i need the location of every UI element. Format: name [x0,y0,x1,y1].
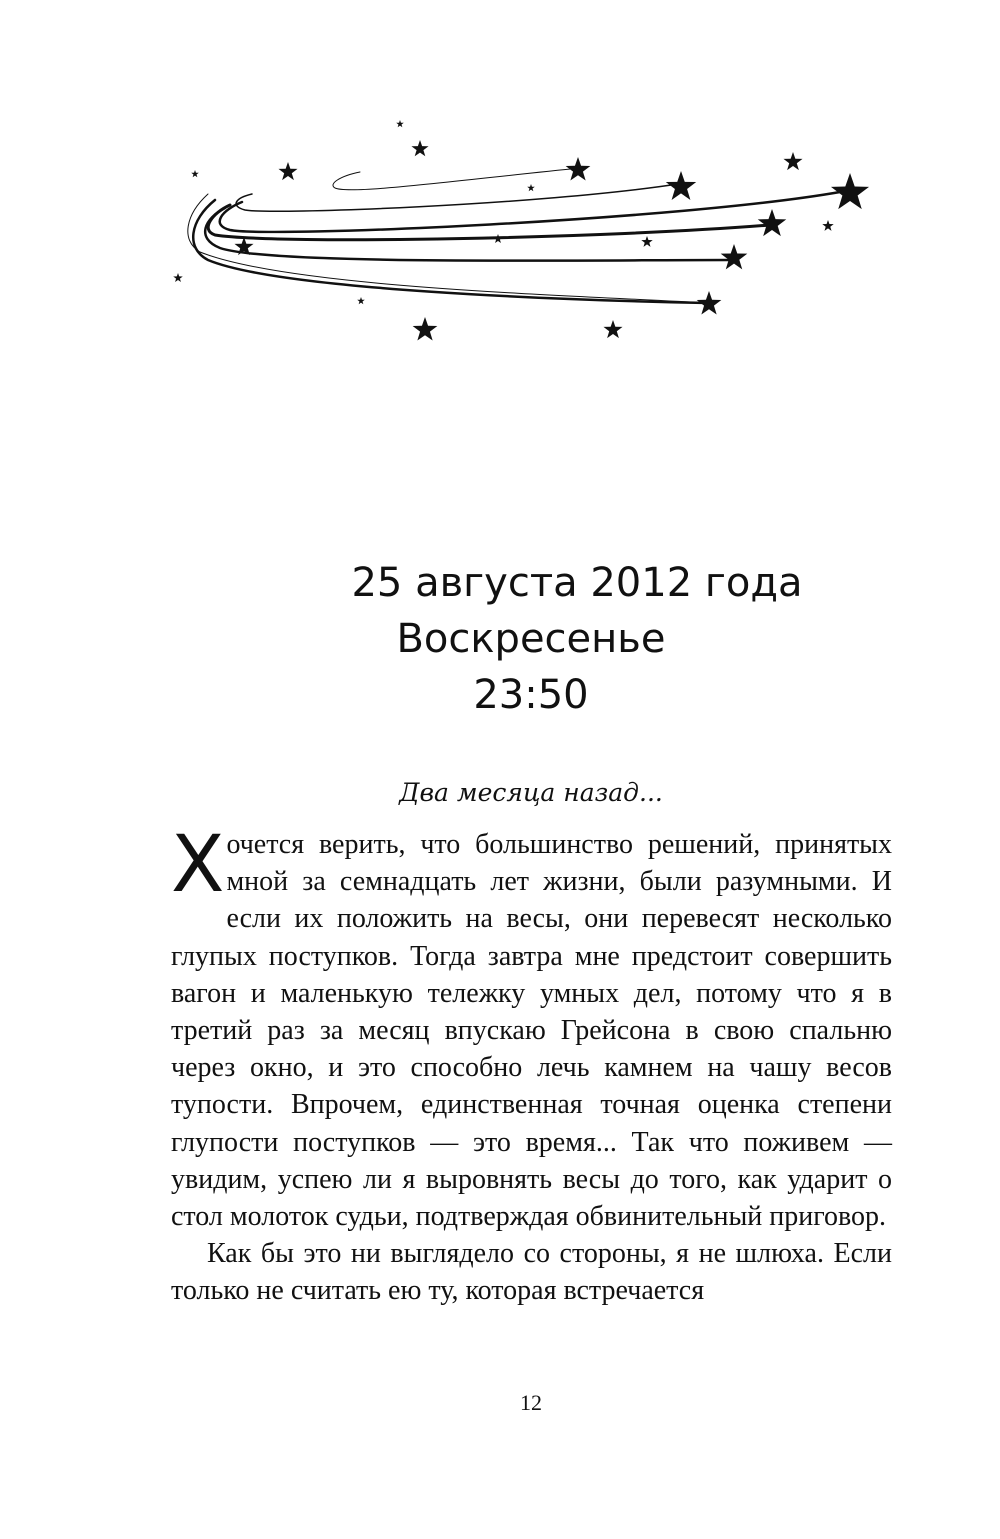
body-text [171,820,892,1310]
drop-cap: Х [171,820,225,910]
chapter-time: 23:50 [473,672,589,718]
page-number: 12 [520,1390,542,1415]
chapter-heading [170,555,892,723]
chapter-date: 25 августа 2012 года [351,560,803,606]
paragraph-1-text: очется верить, что большинство решений, принятых мной за семнадцать лет жизни, были разумными. И если их положить на весы, они перевесят несколько глупых поступков. Тогда завтра мне предстоит совершить вагон и маленькую тележку умных дел, потому что я в третий раз за месяц впускаю Грейсона в свою спальню через окно, и это способно лечь камнем на чашу весов тупости. Впрочем, единственная точная оценка степени глупости поступков — это время... Так что поживем — увидим, успею ли я выровнять весы до того, как ударит о стол молоток судьи, подтверждая обвинительный приговор. [171,829,892,1233]
paragraph-2: Как бы это ни выглядело со стороны, я не шлюха. Если только не считать ею ту, которая встречается [171,1238,892,1307]
chapter-weekday: Воскресенье [396,616,666,662]
paragraph-1 [171,820,892,1235]
chapter-subtitle: Два месяца назад... [399,778,663,807]
shooting-stars-icon [160,110,880,360]
